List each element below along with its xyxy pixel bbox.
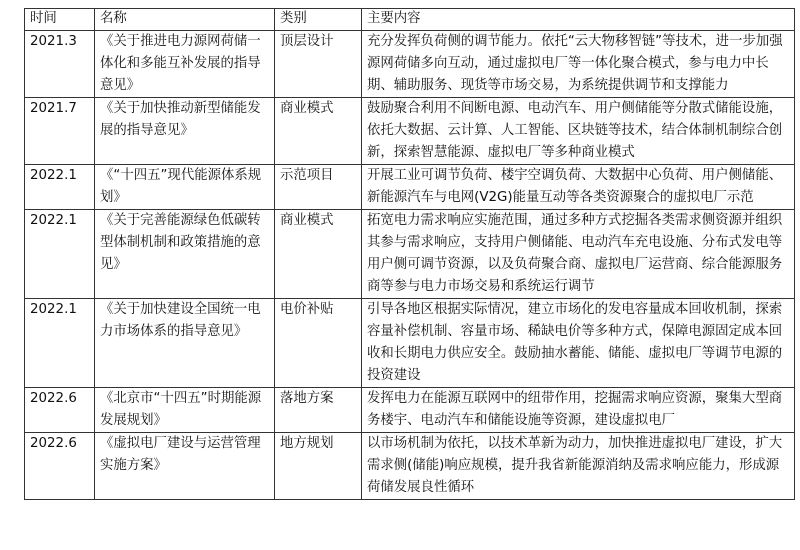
header-name: 名称	[95, 9, 275, 31]
table-row	[25, 299, 795, 388]
cell-content: 引导各地区根据实际情况，建立市场化的发电容量成本回收机制，探索容量补偿机制、容量市场、稀缺电价等多种方式，保障电源固定成本回收和长期电力供应安全。鼓励抽水蓄能、储能、虚拟电厂等调节电源的投资建设	[362, 299, 795, 388]
cell-name: 《虚拟电厂建设与运营管理实施方案》	[95, 433, 275, 500]
table-row	[25, 165, 795, 210]
table-row	[25, 31, 795, 98]
header-time: 时间	[25, 9, 95, 31]
cell-category: 顶层设计	[275, 31, 362, 98]
cell-content: 以市场机制为依托，以技术革新为动力，加快推进虚拟电厂建设，扩大需求侧(储能)响应规模，提升我省新能源消纳及需求响应能力，形成源荷储发展良性循环	[362, 433, 795, 500]
table-row	[25, 388, 795, 433]
table-row	[25, 433, 795, 500]
cell-time: 2022.1	[25, 299, 95, 388]
header-row	[25, 9, 795, 31]
cell-time: 2022.1	[25, 165, 95, 210]
cell-time: 2022.6	[25, 433, 95, 500]
cell-category: 商业模式	[275, 210, 362, 299]
cell-category: 电价补贴	[275, 299, 362, 388]
cell-category: 落地方案	[275, 388, 362, 433]
header-category: 类别	[275, 9, 362, 31]
cell-name: 《北京市“十四五”时期能源发展规划》	[95, 388, 275, 433]
cell-name: 《关于推进电力源网荷储一体化和多能互补发展的指导意见》	[95, 31, 275, 98]
cell-content: 开展工业可调节负荷、楼宇空调负荷、大数据中心负荷、用户侧储能、新能源汽车与电网(V2G)能量互动等各类资源聚合的虚拟电厂示范	[362, 165, 795, 210]
cell-category: 商业模式	[275, 98, 362, 165]
cell-name: 《关于加快推动新型储能发展的指导意见》	[95, 98, 275, 165]
table-header	[25, 9, 795, 31]
cell-content: 充分发挥负荷侧的调节能力。依托“云大物移智链”等技术，进一步加强源网荷储多向互动，通过虚拟电厂等一体化聚合模式，参与电力中长期、辅助服务、现货等市场交易，为系统提供调节和支撑能力	[362, 31, 795, 98]
cell-time: 2021.7	[25, 98, 95, 165]
cell-name: 《关于加快建设全国统一电力市场体系的指导意见》	[95, 299, 275, 388]
table-row	[25, 210, 795, 299]
cell-content: 鼓励聚合利用不间断电源、电动汽车、用户侧储能等分散式储能设施，依托大数据、云计算、人工智能、区块链等技术，结合体制机制综合创新，探索智慧能源、虚拟电厂等多种商业模式	[362, 98, 795, 165]
cell-category: 地方规划	[275, 433, 362, 500]
cell-content: 拓宽电力需求响应实施范围，通过多种方式挖掘各类需求侧资源并组织其参与需求响应，支持用户侧储能、电动汽车充电设施、分布式发电等用户侧可调节资源，以及负荷聚合商、虚拟电厂运营商、综合能源服务商等参与电力市场交易和系统运行调节	[362, 210, 795, 299]
cell-name: 《“十四五”现代能源体系规划》	[95, 165, 275, 210]
cell-time: 2021.3	[25, 31, 95, 98]
cell-time: 2022.1	[25, 210, 95, 299]
header-content: 主要内容	[362, 9, 795, 31]
policy-table	[24, 8, 795, 500]
table-body	[25, 31, 795, 500]
cell-content: 发挥电力在能源互联网中的纽带作用，挖掘需求响应资源，聚集大型商务楼宇、电动汽车和储能设施等资源，建设虚拟电厂	[362, 388, 795, 433]
cell-category: 示范项目	[275, 165, 362, 210]
table-row	[25, 98, 795, 165]
cell-name: 《关于完善能源绿色低碳转型体制机制和政策措施的意见》	[95, 210, 275, 299]
cell-time: 2022.6	[25, 388, 95, 433]
